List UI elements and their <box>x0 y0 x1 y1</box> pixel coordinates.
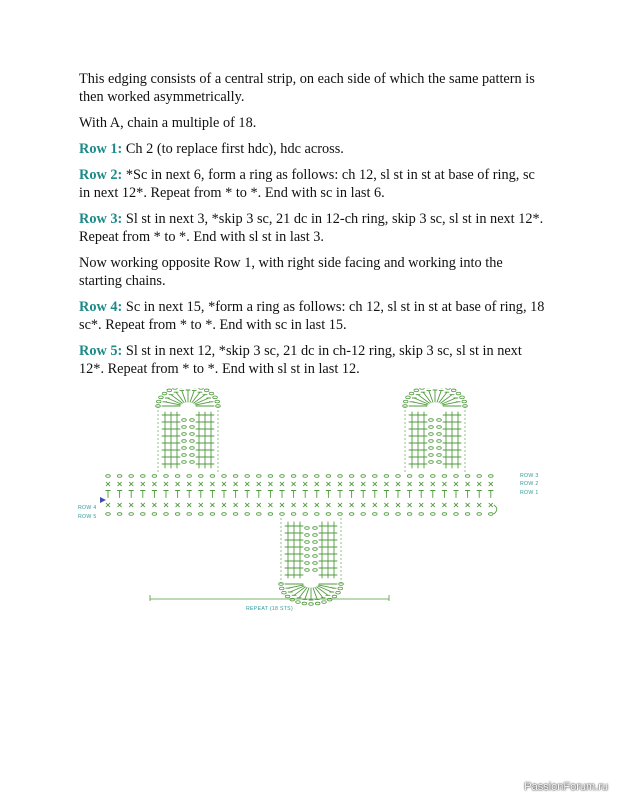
row-3 <box>79 210 549 246</box>
ring-chain <box>429 426 434 429</box>
ring-chain <box>182 419 187 422</box>
row-label-right: ROW 2 <box>520 481 539 487</box>
chain-stitch <box>431 513 436 516</box>
chain-stitch <box>152 475 157 478</box>
row-2 <box>79 166 549 202</box>
chain-stitch <box>257 475 262 478</box>
chain-stitch <box>233 513 238 516</box>
chain-stitch <box>384 513 389 516</box>
edge-chain <box>322 601 327 604</box>
chain-stitch <box>442 513 447 516</box>
chain-stitch <box>280 475 285 478</box>
watermark-text: PassionForum.ru <box>524 781 608 793</box>
chain-stitch <box>152 513 157 516</box>
chain-stitch <box>431 475 436 478</box>
crochet-chart-svg <box>70 388 540 628</box>
chain-stitch <box>141 513 146 516</box>
pattern-instructions <box>79 70 549 386</box>
chain-stitch <box>129 475 134 478</box>
setup-paragraph: With A, chain a multiple of 18. <box>79 115 257 131</box>
ring-chain <box>313 555 318 558</box>
chain-stitch <box>106 475 111 478</box>
ring-chain <box>437 433 442 436</box>
edge-chain <box>209 392 214 395</box>
chain-stitch <box>477 475 482 478</box>
ring-chain <box>429 433 434 436</box>
chain-stitch <box>233 475 238 478</box>
row-label: Row 4: <box>79 299 123 315</box>
edge-chain <box>403 400 408 403</box>
chain-stitch <box>419 475 424 478</box>
chain-stitch <box>175 513 180 516</box>
row-label-left: ROW 5 <box>78 514 97 520</box>
edge-chain <box>213 396 218 399</box>
row-text: Sl st in next 12, *skip 3 sc, 21 dc in ch-12 ring, skip 3 sc, sl st in next 12*. Repeat from * to *. End with sl st in last 12. <box>79 343 522 377</box>
chain-stitch <box>280 513 285 516</box>
edge-chain <box>332 595 337 598</box>
edge-chain <box>167 389 172 392</box>
chain-stitch <box>361 475 366 478</box>
ring-chain <box>437 447 442 450</box>
ring-chain <box>313 527 318 530</box>
chain-stitch <box>291 513 296 516</box>
ring-chain <box>190 426 195 429</box>
edge-chain <box>462 400 467 403</box>
chain-stitch <box>199 475 204 478</box>
edge-chain <box>156 400 161 403</box>
ring-chain <box>190 454 195 457</box>
row-text: *Sc in next 6, form a ring as follows: ch 12, sl st in st at base of ring, sc in next 12*. Repeat from * to *. End with sc in last 6. <box>79 167 535 201</box>
chain-stitch <box>210 475 215 478</box>
row-5 <box>79 342 549 378</box>
edge-chain <box>302 602 307 605</box>
edge-chain <box>406 396 411 399</box>
ring-chain <box>190 419 195 422</box>
ring-chain <box>182 433 187 436</box>
ring-chain <box>190 440 195 443</box>
row-label-right: ROW 1 <box>520 490 539 496</box>
ring-chain <box>182 440 187 443</box>
edge-chain <box>204 389 209 392</box>
ring-chain <box>429 440 434 443</box>
chain-stitch <box>222 513 227 516</box>
edge-chain <box>315 602 320 605</box>
ring-chain <box>190 447 195 450</box>
chain-stitch <box>199 513 204 516</box>
edge-chain <box>309 603 314 606</box>
ring-chain <box>190 433 195 436</box>
ring-chain <box>429 447 434 450</box>
chain-stitch <box>338 513 343 516</box>
chain-stitch <box>117 513 122 516</box>
crochet-chart <box>70 388 540 628</box>
ring-chain <box>429 461 434 464</box>
chain-stitch <box>442 475 447 478</box>
chain-stitch <box>326 513 331 516</box>
ring-chain <box>305 562 310 565</box>
edge-chain <box>199 388 204 389</box>
ring-chain <box>313 541 318 544</box>
ring-chain <box>305 548 310 551</box>
edge-chain <box>282 591 287 594</box>
chain-stitch <box>222 475 227 478</box>
start-arrow-icon <box>100 497 106 503</box>
ring-chain <box>182 426 187 429</box>
edge-chain <box>460 396 465 399</box>
chain-stitch <box>489 513 494 516</box>
ring-chain <box>182 447 187 450</box>
ring-chain <box>313 534 318 537</box>
row-text: Ch 2 (to replace first hdc), hdc across. <box>125 141 344 157</box>
chain-stitch <box>465 475 470 478</box>
chain-stitch <box>407 513 412 516</box>
edge-chain <box>162 392 167 395</box>
edge-chain <box>279 587 284 590</box>
ring-chain <box>190 461 195 464</box>
ring-chain <box>313 569 318 572</box>
ring-chain <box>437 419 442 422</box>
edge-chain <box>409 392 414 395</box>
row-label: Row 3: <box>79 211 123 227</box>
chain-stitch <box>396 475 401 478</box>
edge-chain <box>451 389 456 392</box>
edge-chain <box>215 400 220 403</box>
chain-stitch <box>407 475 412 478</box>
row-label: Row 5: <box>79 343 123 359</box>
chain-stitch <box>106 513 111 516</box>
edge-chain <box>338 587 343 590</box>
edge-chain <box>285 595 290 598</box>
chain-stitch <box>465 513 470 516</box>
chain-stitch <box>117 475 122 478</box>
edge-chain <box>420 388 425 389</box>
row-label: Row 2: <box>79 167 123 183</box>
chain-stitch <box>477 513 482 516</box>
chain-stitch <box>164 475 169 478</box>
turning-chain <box>494 505 497 514</box>
edge-chain <box>446 388 451 389</box>
row-label-left: ROW 4 <box>78 505 97 511</box>
chain-stitch <box>268 475 273 478</box>
chain-stitch <box>315 475 320 478</box>
ring-chain <box>313 562 318 565</box>
chain-stitch <box>210 513 215 516</box>
ring-chain <box>305 569 310 572</box>
ring-chain <box>437 454 442 457</box>
row-text: Sc in next 15, *form a ring as follows: ch 12, sl st in st at base of ring, 18 sc*. Repeat from * to *. End with sc in last 15. <box>79 299 545 333</box>
ring-chain <box>313 548 318 551</box>
row-label: Row 1: <box>79 141 123 157</box>
repeat-label: REPEAT (18 STS) <box>246 606 293 612</box>
chain-stitch <box>349 513 354 516</box>
chain-stitch <box>419 513 424 516</box>
chain-stitch <box>175 475 180 478</box>
chain-stitch <box>338 475 343 478</box>
ring-chain <box>305 534 310 537</box>
intro-paragraph: This edging consists of a central strip, on each side of which the same pattern is then worked asymmetrically. <box>79 71 535 105</box>
row-label-right: ROW 3 <box>520 473 539 479</box>
chain-stitch <box>268 513 273 516</box>
transition-paragraph: Now working opposite Row 1, with right side facing and working into the starting chains. <box>79 255 503 289</box>
edge-chain <box>159 396 164 399</box>
chain-stitch <box>454 513 459 516</box>
ring-chain <box>429 419 434 422</box>
chain-stitch <box>303 513 308 516</box>
chain-stitch <box>315 513 320 516</box>
chain-stitch <box>187 513 192 516</box>
chain-stitch <box>373 513 378 516</box>
edge-chain <box>456 392 461 395</box>
chain-stitch <box>291 475 296 478</box>
chain-stitch <box>454 475 459 478</box>
ring-chain <box>437 440 442 443</box>
stitch-layer <box>100 388 497 605</box>
edge-chain <box>414 389 419 392</box>
ring-chain <box>437 426 442 429</box>
chain-stitch <box>129 513 134 516</box>
chain-stitch <box>326 475 331 478</box>
chain-stitch <box>384 475 389 478</box>
ring-chain <box>437 461 442 464</box>
chain-stitch <box>489 475 494 478</box>
chain-stitch <box>245 513 250 516</box>
row-4 <box>79 298 549 334</box>
chain-stitch <box>396 513 401 516</box>
edge-chain <box>336 591 341 594</box>
ring-chain <box>429 454 434 457</box>
ring-chain <box>305 555 310 558</box>
ring-chain <box>182 454 187 457</box>
chain-stitch <box>349 475 354 478</box>
chain-stitch <box>187 475 192 478</box>
ring-chain <box>182 461 187 464</box>
row-1 <box>79 140 549 158</box>
chain-stitch <box>361 513 366 516</box>
edge-chain <box>173 388 178 389</box>
chain-stitch <box>164 513 169 516</box>
ring-chain <box>305 541 310 544</box>
row-text: Sl st in next 3, *skip 3 sc, 21 dc in 12-ch ring, skip 3 sc, sl st in next 12*. Repeat from * to *. End with sl st in last 3. <box>79 211 544 245</box>
ring-chain <box>305 527 310 530</box>
chain-stitch <box>257 513 262 516</box>
chain-stitch <box>303 475 308 478</box>
chain-stitch <box>245 475 250 478</box>
chain-stitch <box>141 475 146 478</box>
edge-chain <box>296 601 301 604</box>
chain-stitch <box>373 475 378 478</box>
